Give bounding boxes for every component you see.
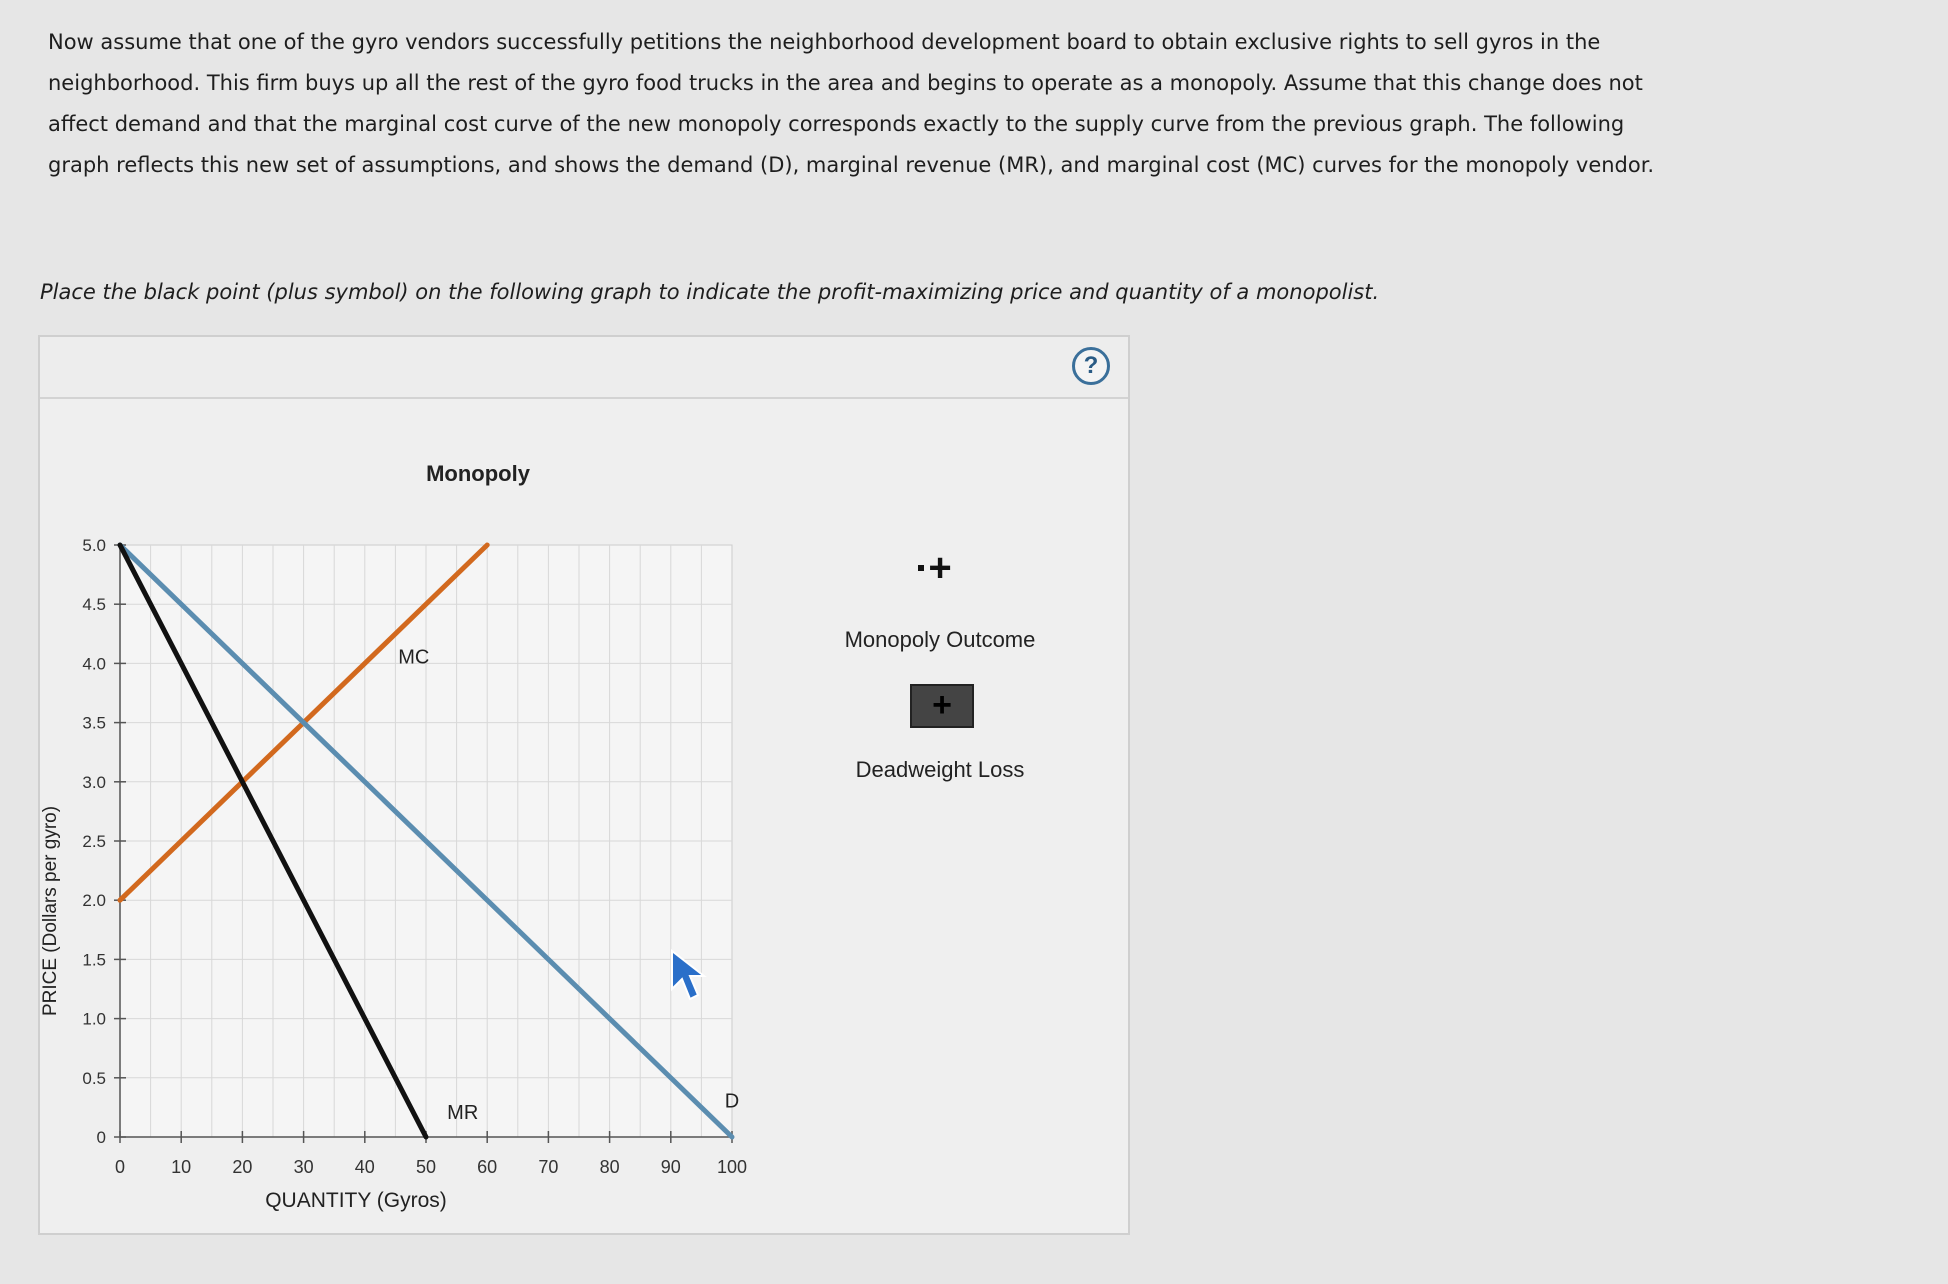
intro-paragraph: Now assume that one of the gyro vendors successfully petitions the neighborhood development board to obtain exclusive rights to sell gyros in the neighborhood. This firm buys up all the rest of the gyro food trucks in the area and begins to operate as a monopoly. Assume that this change does not affect demand and that the marginal cost curve of the new monopoly corresponds exactly to the supply curve from the previous graph. The following graph reflects this new set of assumptions, and shows the demand (D), marginal revenue (MR), and marginal cost (MC) curves for the monopoly vendor.: [48, 30, 1655, 177]
series-label-d: D: [724, 1090, 740, 1113]
y-tick-label: 1.0: [82, 1009, 106, 1029]
x-tick-label: 50: [415, 1157, 437, 1177]
x-tick-label: 70: [538, 1157, 559, 1177]
y-tick-label: 4.0: [82, 654, 106, 674]
x-tick-label: 40: [354, 1157, 375, 1177]
x-tick-label: 0: [114, 1157, 126, 1177]
y-tick-label: 2.5: [82, 832, 106, 851]
monopoly-outcome-label: Monopoly Outcome: [844, 627, 1036, 652]
y-axis-label: PRICE (Dollars per gyro): [40, 805, 61, 1017]
deadweight-loss-tool[interactable]: [910, 684, 974, 728]
y-tick-label: 5.0: [82, 536, 106, 555]
plus-swatch-icon: +: [932, 686, 952, 724]
plus-icon: +: [928, 546, 952, 590]
tool-dot: [918, 565, 924, 571]
series-label-mc: MC: [398, 646, 430, 669]
y-tick-label: 0: [96, 1128, 106, 1147]
series-label-mr: MR: [447, 1102, 479, 1125]
cursor-arrow-icon: [670, 949, 710, 1009]
graph-panel: [38, 335, 1130, 1235]
x-axis-label: QUANTITY (Gyros): [265, 1189, 447, 1212]
help-icon[interactable]: ?: [1072, 347, 1110, 385]
y-tick-label: 3.0: [82, 772, 106, 792]
x-tick-label: 10: [171, 1157, 192, 1177]
deadweight-loss-label: Deadweight Loss: [855, 757, 1025, 782]
x-tick-label: 80: [599, 1157, 620, 1177]
x-tick-label: 30: [293, 1157, 314, 1177]
y-tick-label: 2.0: [82, 891, 106, 911]
monopoly-outcome-tool[interactable]: [910, 543, 970, 593]
chart-svg[interactable]: [40, 337, 1128, 1233]
x-tick-label: 90: [660, 1157, 681, 1177]
y-tick-label: 4.5: [82, 595, 106, 615]
chart-title: Monopoly: [426, 461, 530, 486]
x-tick-label: 20: [232, 1157, 253, 1177]
x-tick-label: 100: [716, 1157, 748, 1177]
y-tick-label: 3.5: [82, 713, 106, 733]
x-tick-label: 60: [477, 1157, 498, 1177]
instruction-text: Place the black point (plus symbol) on the following graph to indicate the profit-maximizing price and quantity of a monopolist.: [40, 280, 1380, 304]
y-tick-label: 0.5: [82, 1068, 106, 1088]
y-tick-label: 1.5: [82, 950, 106, 970]
